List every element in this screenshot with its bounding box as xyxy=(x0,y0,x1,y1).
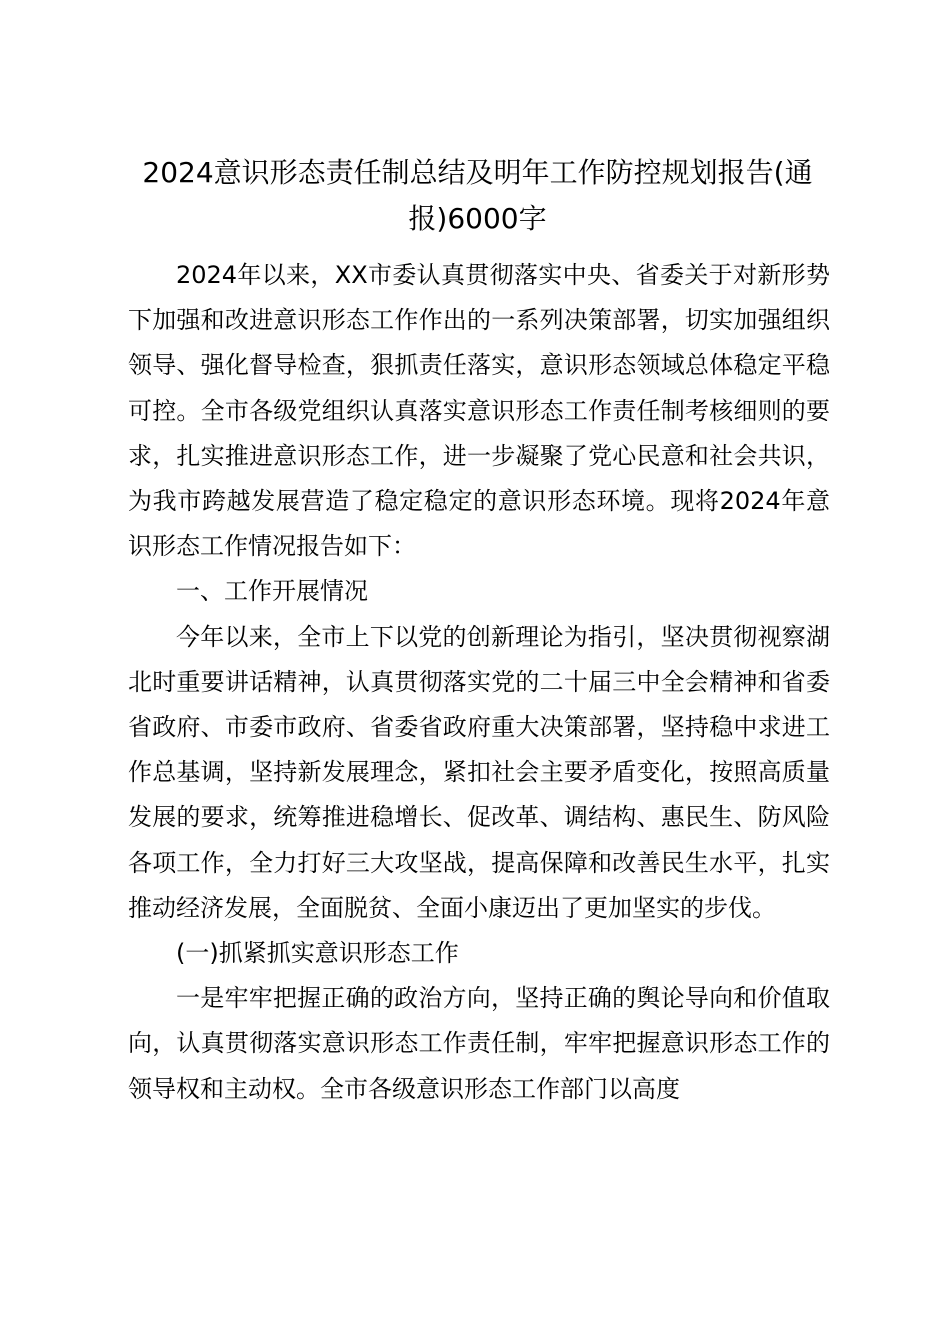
subsection-heading-1: (一)抓紧抓实意识形态工作 xyxy=(176,939,459,968)
document-title: 2024意识形态责任制总结及明年工作防控规划报告(通报)6000字 xyxy=(142,156,813,235)
subsection-1-paragraph: 一是牢牢把握正确的政治方向，坚持正确的舆论导向和价值取向，认真贯彻落实意识形态工作责任制，牢牢把握意识形态工作的领导权和主动权。全市各级意识形态工作部门以高度 xyxy=(128,984,830,1103)
section-heading-1: 一、工作开展情况 xyxy=(176,577,368,606)
intro-paragraph: 2024年以来，XX市委认真贯彻落实中央、省委关于对新形势下加强和改进意识形态工作作出的一系列决策部署，切实加强组织领导、强化督导检查，狠抓责任落实，意识形态领域总体稳定平稳可控。全市各级党组织认真落实意识形态工作责任制考核细则的要求，扎实推进意识形态工作，进一步凝聚了党心民意和社会共识，为我市跨越发展营造了稳定稳定的意识形态环境。现将2024年意识形态工作情况报告如下： xyxy=(128,261,830,561)
section-1-paragraph: 今年以来，全市上下以党的创新理论为指引，坚决贯彻视察湖北时重要讲话精神，认真贯彻落实党的二十届三中全会精神和省委省政府、市委市政府、省委省政府重大决策部署，坚持稳中求进工作总基调，坚持新发展理念，紧扣社会主要矛盾变化，按照高质量发展的要求，统筹推进稳增长、促改革、调结构、惠民生、防风险各项工作，全力打好三大攻坚战，提高保障和改善民生水平，扎实推动经济发展，全面脱贫、全面小康迈出了更加坚实的步伐。 xyxy=(128,622,830,922)
document-body xyxy=(128,253,830,1112)
